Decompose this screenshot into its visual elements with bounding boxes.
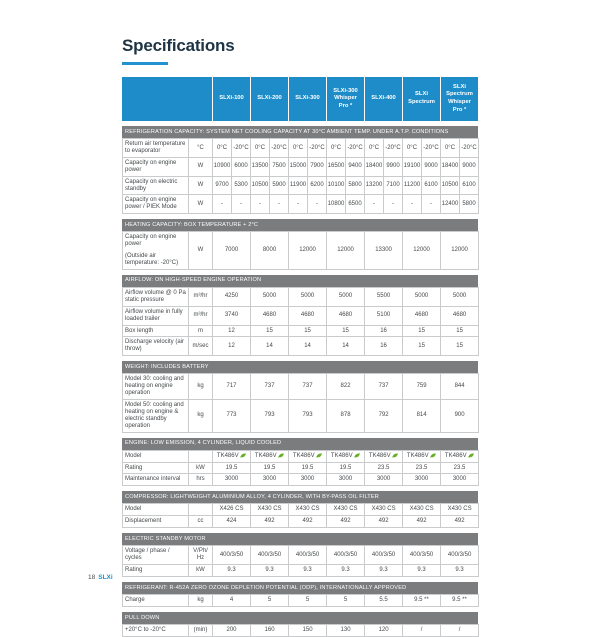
column-header: SLXi Spectrum	[403, 77, 440, 121]
section-header: REFRIGERANT: R-452A ZERO OZONE DEPLETION POTENTIAL (ODP), INTERNATIONALLY APPROVED	[122, 582, 478, 594]
value-cell: 492	[365, 516, 403, 528]
value-cell: TK486V	[327, 450, 365, 462]
value-cell: 5300	[232, 176, 251, 195]
row-label: Rating	[123, 462, 189, 474]
spec-section	[122, 219, 478, 270]
value-cell: TK486V	[213, 450, 251, 462]
value-cell: 7900	[308, 157, 327, 176]
spec-row	[123, 374, 479, 400]
value-cell: /	[441, 625, 479, 637]
value-cell: 717	[213, 374, 251, 400]
row-label: Discharge velocity (air throw)	[123, 337, 189, 356]
row-unit: W	[189, 157, 213, 176]
value-cell: 424	[213, 516, 251, 528]
row-label: Return air temperature to evaporator	[123, 139, 189, 158]
spec-row	[123, 337, 479, 356]
value-cell: 9.3	[289, 565, 327, 577]
section-header: ELECTRIC STANDBY MOTOR	[122, 533, 478, 545]
row-unit: m/sec	[189, 337, 213, 356]
value-cell: -	[403, 195, 422, 214]
row-label: Airflow volume @ 0 Pa static pressure	[123, 287, 189, 306]
value-cell: 120	[365, 625, 403, 637]
row-unit: m³/hr	[189, 287, 213, 306]
row-unit: kg	[189, 595, 213, 607]
value-cell: 792	[365, 399, 403, 432]
value-cell: 18400	[441, 157, 460, 176]
value-cell: 0°C	[365, 139, 384, 158]
content	[122, 36, 478, 637]
value-cell: 400/3/50	[327, 546, 365, 565]
row-unit: cc	[189, 516, 213, 528]
section-header: AIRFLOW: ON HIGH-SPEED ENGINE OPERATION	[122, 275, 478, 287]
value-cell: 5100	[365, 306, 403, 325]
section-header: WEIGHT: INCLUDES BATTERY	[122, 361, 478, 373]
value-cell: 9.3	[365, 565, 403, 577]
value-cell: 878	[327, 399, 365, 432]
row-label: Charge	[123, 595, 189, 607]
spec-table	[122, 373, 479, 432]
row-unit: W	[189, 232, 213, 270]
value-cell: 5800	[460, 195, 479, 214]
row-unit: kg	[189, 399, 213, 432]
spec-table	[122, 287, 479, 356]
value-cell: 822	[327, 374, 365, 400]
value-cell: 5	[289, 595, 327, 607]
spec-row	[123, 462, 479, 474]
value-cell: X430 CS	[289, 504, 327, 516]
spec-row	[123, 595, 479, 607]
row-label: Model 30: cooling and heating on engine operation	[123, 374, 189, 400]
value-cell: 9900	[384, 157, 403, 176]
row-label: Displacement	[123, 516, 189, 528]
spec-row	[123, 516, 479, 528]
leaf-icon	[392, 453, 398, 458]
value-cell: 737	[251, 374, 289, 400]
leaf-icon	[468, 453, 474, 458]
value-cell: 10500	[441, 176, 460, 195]
value-cell: 0°C	[251, 139, 270, 158]
row-unit: hrs	[189, 474, 213, 486]
value-cell: -	[213, 195, 232, 214]
spec-row	[123, 565, 479, 577]
page-number: 18	[88, 574, 96, 581]
value-cell: 9400	[346, 157, 365, 176]
value-cell: 13300	[365, 232, 403, 270]
value-cell: 400/3/50	[441, 546, 479, 565]
value-cell: 5	[251, 595, 289, 607]
value-cell: 8000	[251, 232, 289, 270]
value-cell: -	[384, 195, 403, 214]
value-cell: 5000	[251, 287, 289, 306]
value-cell: 11900	[289, 176, 308, 195]
value-cell: 3740	[213, 306, 251, 325]
value-cell: 4680	[251, 306, 289, 325]
spec-table	[122, 624, 479, 637]
column-header: SLXi Spectrum Whisper Pro *	[441, 77, 478, 121]
value-cell: 9.3	[251, 565, 289, 577]
value-cell: 0°C	[403, 139, 422, 158]
row-label: Capacity on electric standby	[123, 176, 189, 195]
row-label: +20°C to -20°C	[123, 625, 189, 637]
value-cell: 4250	[213, 287, 251, 306]
value-cell: 9.3	[327, 565, 365, 577]
spec-section	[122, 438, 478, 487]
spec-row	[123, 306, 479, 325]
spec-section	[122, 533, 478, 577]
value-cell: 759	[403, 374, 441, 400]
value-cell: 4680	[327, 306, 365, 325]
value-cell: -20°C	[232, 139, 251, 158]
value-cell: TK486V	[403, 450, 441, 462]
spec-table	[122, 231, 479, 270]
row-unit: m³/hr	[189, 306, 213, 325]
row-unit: (min)	[189, 625, 213, 637]
row-label: Box length	[123, 325, 189, 337]
value-cell: 900	[441, 399, 479, 432]
value-cell: 3000	[403, 474, 441, 486]
value-cell: 737	[289, 374, 327, 400]
value-cell: -	[308, 195, 327, 214]
value-cell: 737	[365, 374, 403, 400]
row-label: Capacity on engine power	[123, 157, 189, 176]
row-unit: W	[189, 195, 213, 214]
value-cell: 130	[327, 625, 365, 637]
sections	[122, 126, 478, 637]
spec-row	[123, 139, 479, 158]
value-cell: 5900	[270, 176, 289, 195]
value-cell: -20°C	[308, 139, 327, 158]
value-cell: -20°C	[346, 139, 365, 158]
spec-section	[122, 275, 478, 356]
value-cell: 492	[403, 516, 441, 528]
value-cell: 0°C	[327, 139, 346, 158]
value-cell: 19.5	[289, 462, 327, 474]
spec-table	[122, 138, 479, 214]
value-cell: -20°C	[460, 139, 479, 158]
value-cell: 12000	[403, 232, 441, 270]
value-cell: 19100	[403, 157, 422, 176]
value-cell: 400/3/50	[403, 546, 441, 565]
value-cell: 5800	[346, 176, 365, 195]
value-cell: 773	[213, 399, 251, 432]
value-cell: 3000	[213, 474, 251, 486]
value-cell: 16	[365, 325, 403, 337]
spec-row	[123, 474, 479, 486]
section-header: PULL DOWN	[122, 612, 478, 624]
value-cell: 11200	[403, 176, 422, 195]
value-cell: 5000	[403, 287, 441, 306]
spec-row	[123, 157, 479, 176]
value-cell: 6500	[346, 195, 365, 214]
value-cell: 18400	[365, 157, 384, 176]
value-cell: 12	[213, 337, 251, 356]
value-cell: 400/3/50	[289, 546, 327, 565]
spec-table	[122, 545, 479, 577]
value-cell: 492	[289, 516, 327, 528]
value-cell: 492	[251, 516, 289, 528]
value-cell: 5.5	[365, 595, 403, 607]
page-footer	[88, 574, 113, 581]
value-cell: 400/3/50	[365, 546, 403, 565]
value-cell: 15000	[289, 157, 308, 176]
section-header: REFRIGERATION CAPACITY: SYSTEM NET COOLING CAPACITY AT 30°C AMBIENT TEMP. UNDER A.T.P. CONDITIONS	[122, 126, 478, 138]
column-header: SLXi-300	[289, 77, 326, 121]
row-label: Voltage / phase / cycles	[123, 546, 189, 565]
value-cell: 0°C	[441, 139, 460, 158]
value-cell: 5000	[327, 287, 365, 306]
value-cell: -	[289, 195, 308, 214]
spec-row	[123, 625, 479, 637]
spec-row	[123, 176, 479, 195]
value-cell: 4	[213, 595, 251, 607]
row-unit: V/Ph/ Hz	[189, 546, 213, 565]
value-cell: TK486V	[251, 450, 289, 462]
value-cell: 19.5	[327, 462, 365, 474]
spec-row	[123, 504, 479, 516]
title-underline	[122, 62, 168, 65]
value-cell: 14	[289, 337, 327, 356]
value-cell: 19.5	[251, 462, 289, 474]
spec-section	[122, 612, 478, 637]
value-cell: 10500	[251, 176, 270, 195]
spec-row	[123, 195, 479, 214]
spec-row	[123, 546, 479, 565]
spec-row	[123, 287, 479, 306]
column-header-row	[122, 77, 478, 121]
column-header: SLXi-300 Whisper Pro *	[327, 77, 364, 121]
value-cell: X430 CS	[365, 504, 403, 516]
value-cell: 492	[441, 516, 479, 528]
value-cell: 7000	[213, 232, 251, 270]
row-label: Model	[123, 504, 189, 516]
value-cell: 16	[365, 337, 403, 356]
value-cell: 5500	[365, 287, 403, 306]
value-cell: 23.5	[403, 462, 441, 474]
value-cell: 3000	[289, 474, 327, 486]
value-cell: -20°C	[384, 139, 403, 158]
value-cell: 14	[251, 337, 289, 356]
value-cell: 6200	[308, 176, 327, 195]
value-cell: 814	[403, 399, 441, 432]
value-cell: 0°C	[213, 139, 232, 158]
row-unit: kW	[189, 565, 213, 577]
value-cell: -20°C	[270, 139, 289, 158]
spec-row	[123, 450, 479, 462]
value-cell: TK486V	[441, 450, 479, 462]
value-cell: 12000	[289, 232, 327, 270]
row-unit: kW	[189, 462, 213, 474]
value-cell: 16500	[327, 157, 346, 176]
spec-section	[122, 126, 478, 214]
value-cell: 6000	[232, 157, 251, 176]
column-header: SLXi-100	[213, 77, 250, 121]
spec-table	[122, 450, 479, 487]
value-cell: 6100	[422, 176, 441, 195]
value-cell: 5000	[441, 287, 479, 306]
value-cell: 400/3/50	[251, 546, 289, 565]
value-cell: 12	[213, 325, 251, 337]
value-cell: 793	[289, 399, 327, 432]
value-cell: 9000	[422, 157, 441, 176]
section-header: HEATING CAPACITY: BOX TEMPERATURE + 2°C	[122, 219, 478, 231]
row-unit: kg	[189, 374, 213, 400]
row-label: Rating	[123, 565, 189, 577]
value-cell: 15	[327, 325, 365, 337]
value-cell: 15	[441, 337, 479, 356]
column-header-spacer	[122, 77, 212, 121]
value-cell: 9.3	[213, 565, 251, 577]
spec-row	[123, 232, 479, 270]
row-unit: °C	[189, 139, 213, 158]
value-cell: 7100	[384, 176, 403, 195]
row-label: Model 50: cooling and heating on engine & electric standby operation	[123, 399, 189, 432]
value-cell: 9.3	[403, 565, 441, 577]
value-cell: 13500	[251, 157, 270, 176]
value-cell: 3000	[327, 474, 365, 486]
value-cell: 4680	[441, 306, 479, 325]
row-unit: W	[189, 176, 213, 195]
value-cell: -	[422, 195, 441, 214]
value-cell: X430 CS	[327, 504, 365, 516]
row-unit	[189, 450, 213, 462]
value-cell: 10100	[327, 176, 346, 195]
spec-table	[122, 503, 479, 528]
value-cell: 9.3	[441, 565, 479, 577]
value-cell: 12400	[441, 195, 460, 214]
value-cell: X430 CS	[441, 504, 479, 516]
value-cell: 4680	[289, 306, 327, 325]
value-cell: X430 CS	[403, 504, 441, 516]
value-cell: 15	[251, 325, 289, 337]
column-header: SLXi-400	[365, 77, 402, 121]
value-cell: -20°C	[422, 139, 441, 158]
value-cell: 492	[327, 516, 365, 528]
section-header: COMPRESSOR: LIGHTWEIGHT ALUMINIUM ALLOY, 4 CYLINDER, WITH BY-PASS OIL FILTER	[122, 491, 478, 503]
spec-section	[122, 582, 478, 607]
value-cell: 6100	[460, 176, 479, 195]
value-cell: 23.5	[441, 462, 479, 474]
value-cell: 5	[327, 595, 365, 607]
value-cell: 9000	[460, 157, 479, 176]
value-cell: 14	[327, 337, 365, 356]
row-unit	[189, 504, 213, 516]
page-title: Specifications	[122, 36, 235, 55]
value-cell: X426 CS	[213, 504, 251, 516]
value-cell: 0°C	[289, 139, 308, 158]
value-cell: 7500	[270, 157, 289, 176]
spec-row	[123, 325, 479, 337]
spec-section	[122, 361, 478, 432]
value-cell: 793	[251, 399, 289, 432]
spec-section	[122, 491, 478, 528]
value-cell: TK486V	[365, 450, 403, 462]
leaf-icon	[354, 453, 360, 458]
value-cell: 3000	[365, 474, 403, 486]
value-cell: 9.5 **	[441, 595, 479, 607]
row-unit: m	[189, 325, 213, 337]
value-cell: 15	[403, 325, 441, 337]
value-cell: 10900	[213, 157, 232, 176]
row-label: Capacity on engine power (Outside air temperature: -20°C)	[123, 232, 189, 270]
value-cell: 15	[403, 337, 441, 356]
row-label: Capacity on engine power / PIEK Mode	[123, 195, 189, 214]
spec-row	[123, 399, 479, 432]
value-cell: 160	[251, 625, 289, 637]
value-cell: /	[403, 625, 441, 637]
column-header: SLXi-200	[251, 77, 288, 121]
leaf-icon	[240, 453, 246, 458]
value-cell: 15	[441, 325, 479, 337]
value-cell: -	[232, 195, 251, 214]
footer-brand: SLXi	[98, 574, 113, 581]
value-cell: TK486V	[289, 450, 327, 462]
leaf-icon	[278, 453, 284, 458]
value-cell: 19.5	[213, 462, 251, 474]
value-cell: 9.5 **	[403, 595, 441, 607]
value-cell: -	[365, 195, 384, 214]
value-cell: 15	[289, 325, 327, 337]
value-cell: -	[270, 195, 289, 214]
value-cell: 9700	[213, 176, 232, 195]
value-cell: -	[251, 195, 270, 214]
row-label: Airflow volume in fully loaded trailer	[123, 306, 189, 325]
row-label: Maintenance interval	[123, 474, 189, 486]
leaf-icon	[316, 453, 322, 458]
value-cell: 400/3/50	[213, 546, 251, 565]
value-cell: 4680	[403, 306, 441, 325]
value-cell: 12000	[441, 232, 479, 270]
value-cell: 3000	[441, 474, 479, 486]
value-cell: 844	[441, 374, 479, 400]
value-cell: 13200	[365, 176, 384, 195]
value-cell: 150	[289, 625, 327, 637]
value-cell: 23.5	[365, 462, 403, 474]
value-cell: 5000	[289, 287, 327, 306]
row-label: Model	[123, 450, 189, 462]
value-cell: X430 CS	[251, 504, 289, 516]
value-cell: 10800	[327, 195, 346, 214]
value-cell: 12000	[327, 232, 365, 270]
spec-table	[122, 594, 479, 607]
leaf-icon	[430, 453, 436, 458]
value-cell: 200	[213, 625, 251, 637]
value-cell: 3000	[251, 474, 289, 486]
section-header: ENGINE: LOW EMISSION, 4 CYLINDER, LIQUID COOLED	[122, 438, 478, 450]
